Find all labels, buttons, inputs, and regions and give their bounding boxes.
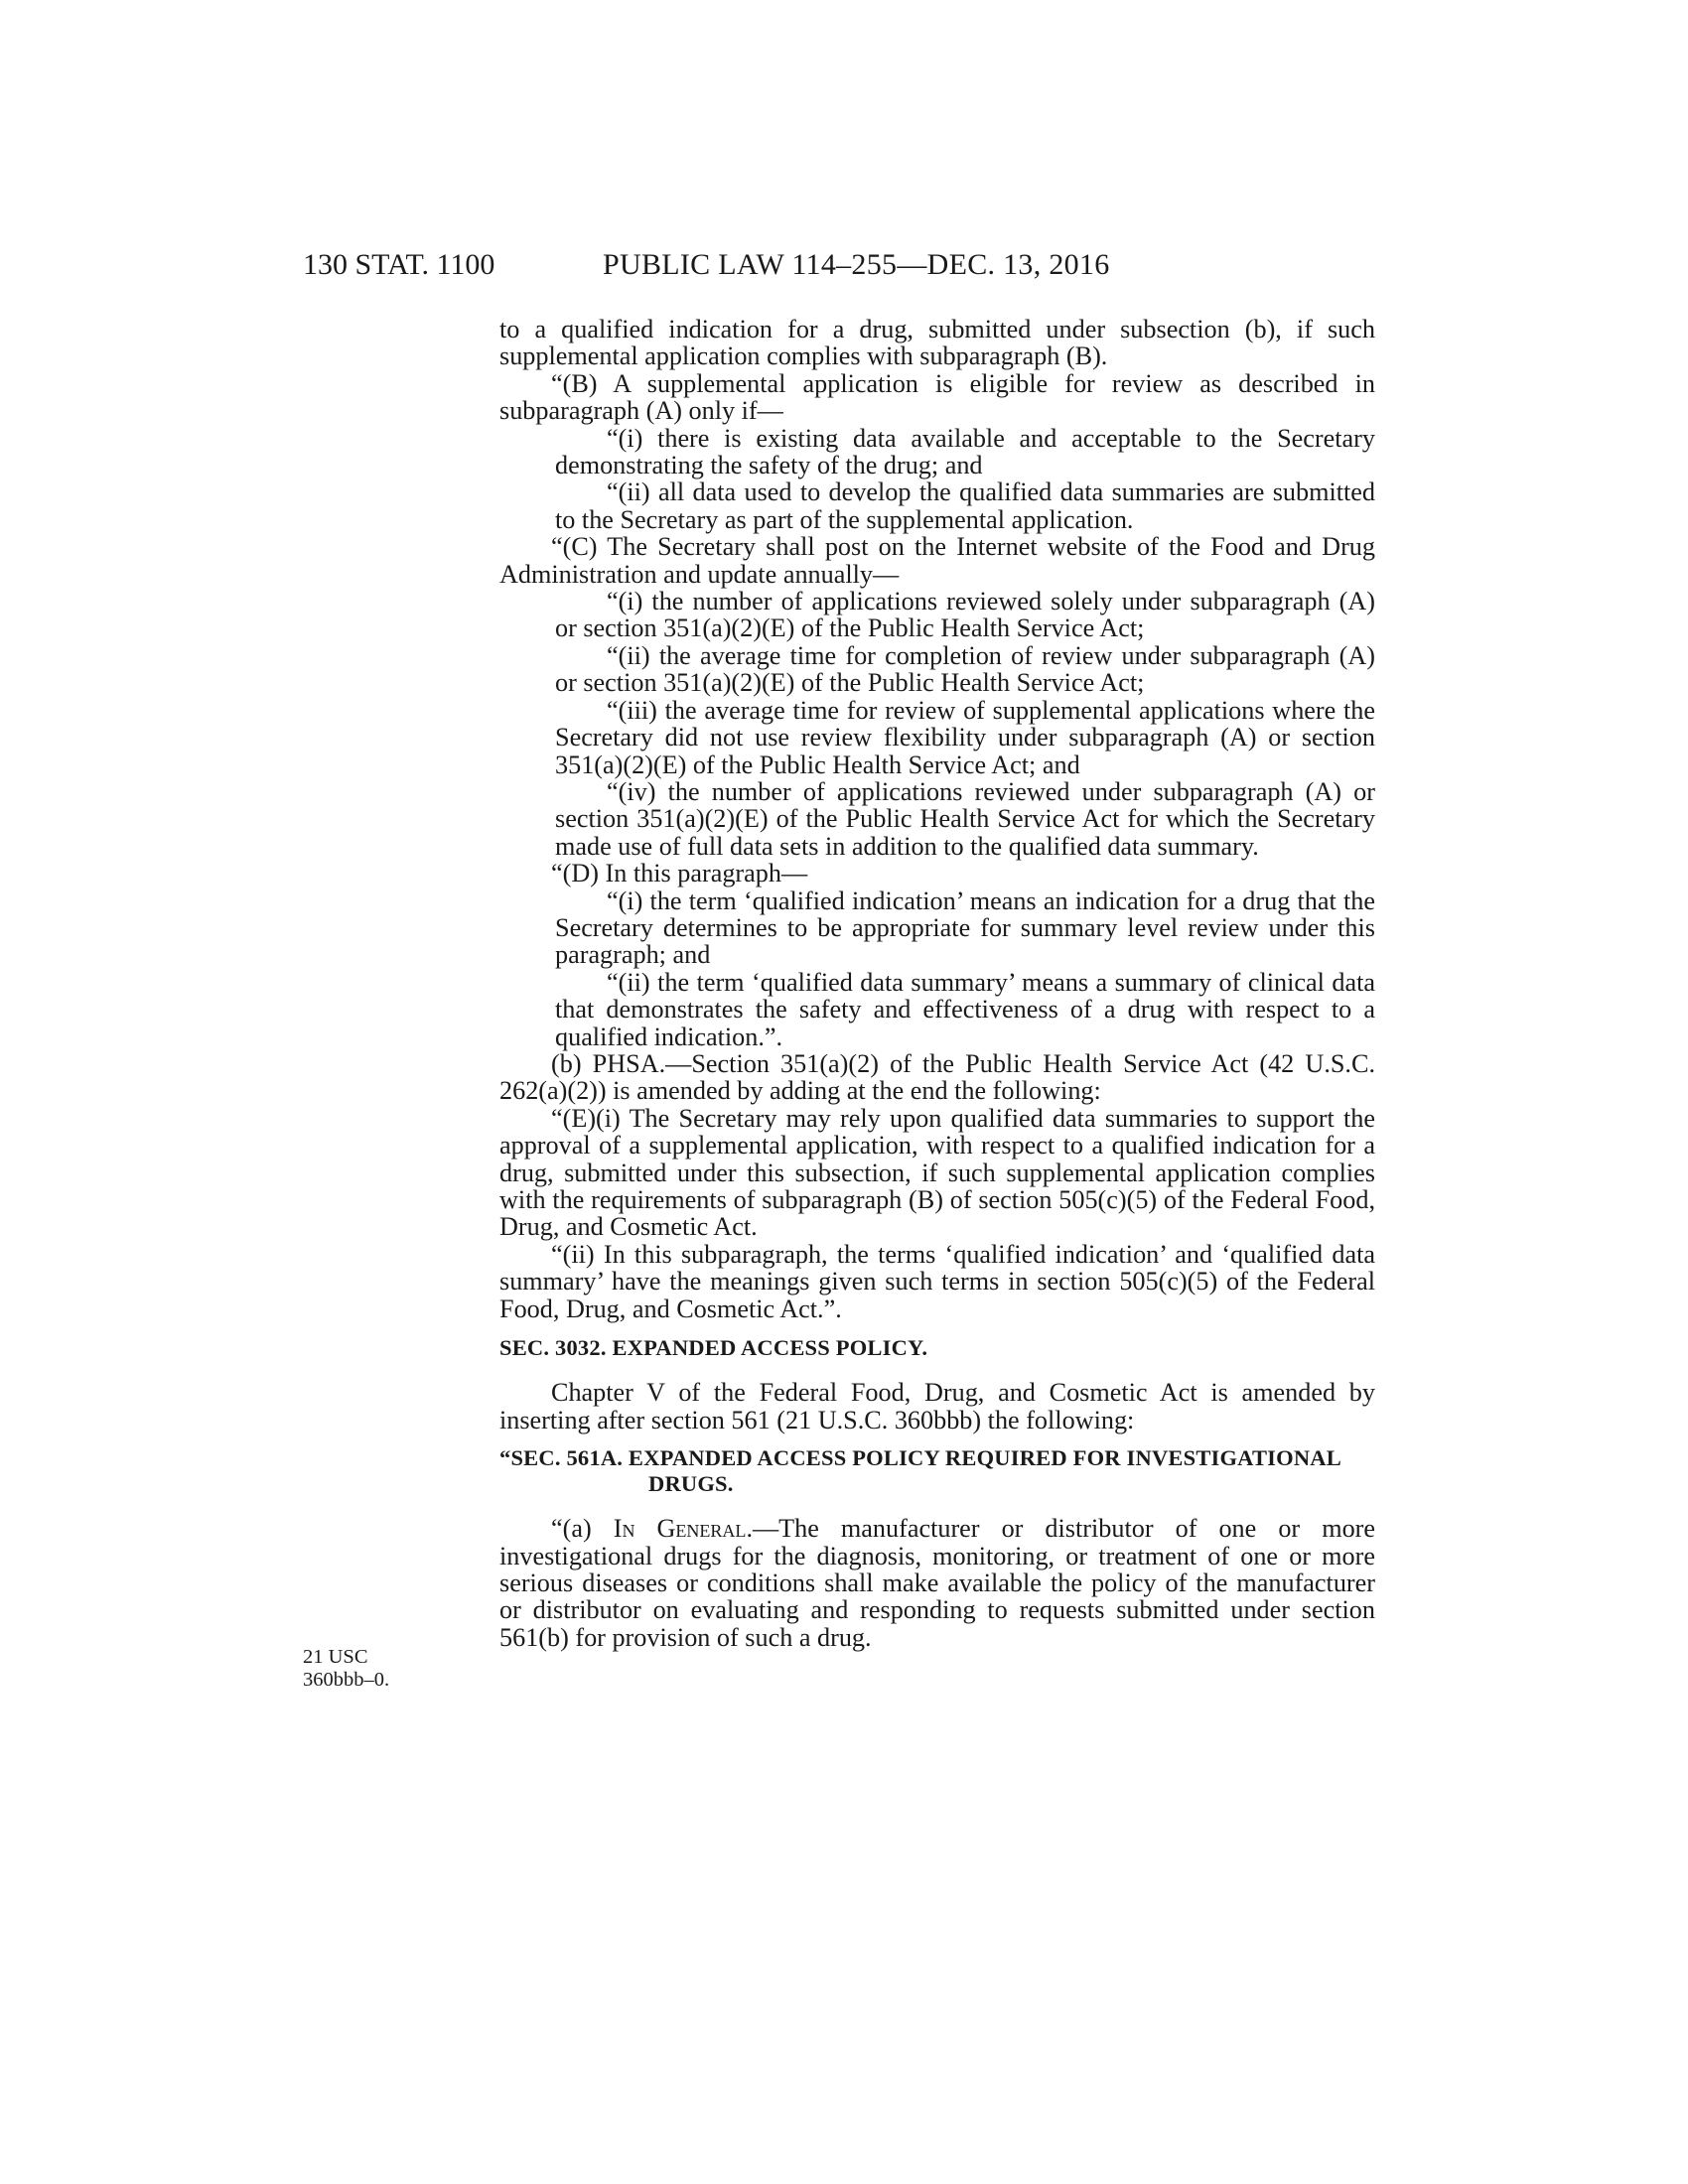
subsection-a-lead: “(a) <box>551 1514 614 1544</box>
paragraph-d-clause-i: “(i) the term ‘qualified indication’ means an indication for a drug that the Secretary determines to be appropriate for summary level review under this paragraph; and <box>555 886 1375 970</box>
body-text <box>499 316 1375 1651</box>
subsection-a-text: .—The manufacturer or distributor of one or more investigational drugs for the diagnosis, monitoring, or treatment of one or more serious diseases or conditions shall make available the policy of the manufacturer or distributor on evaluating and responding to requests submitted under section 561(b) for provision of such a drug. <box>499 1514 1376 1652</box>
paragraph-continuation: to a qualified indication for a drug, submitted under subsection (b), if such supplemental application complies with subparagraph (B). <box>499 315 1375 371</box>
stat-page-number: 130 STAT. 1100 <box>303 248 495 281</box>
paragraph-561a-subsection-a <box>499 1515 1375 1651</box>
paragraph-subsection-b-phsa: (b) PHSA.—Section 351(a)(2) of the Public Health Service Act (42 U.S.C. 262(a)(2)) is amended by adding at the end the following: <box>499 1048 1375 1106</box>
paragraph-chapter-v-amendment: Chapter V of the Federal Food, Drug, and Cosmetic Act is amended by inserting after section 561 (21 U.S.C. 360bbb) the following: <box>499 1378 1375 1434</box>
paragraph-subparagraph-c: “(C) The Secretary shall post on the Internet website of the Food and Drug Administration and update annually— <box>499 532 1375 589</box>
paragraph-e-clause-ii: “(ii) In this subparagraph, the terms ‘qualified indication’ and ‘qualified data summary’ have the meanings given such terms in section 505(c)(5) of the Federal Food, Drug, and Cosmetic Act.”. <box>499 1239 1375 1323</box>
paragraph-c-clause-iii: “(iii) the average time for review of supplemental applications where the Secretary did not use review flexibility under subparagraph (A) or section 351(a)(2)(E) of the Public Health Service Act; and <box>555 695 1375 779</box>
section-heading-561a: “SEC. 561A. EXPANDED ACCESS POLICY REQUIRED FOR INVESTIGATIONAL DRUGS. <box>499 1445 1340 1497</box>
margin-note-line-2: 360bbb–0. <box>303 1669 390 1691</box>
paragraph-d-clause-ii: “(ii) the term ‘qualified data summary’ means a summary of clinical data that demonstrates the safety and effectiveness of a drug with respect to a qualified indication.”. <box>555 967 1375 1051</box>
margin-note-line-1: 21 USC <box>303 1646 368 1668</box>
paragraph-subparagraph-d: “(D) In this paragraph— <box>551 859 808 888</box>
paragraph-c-clause-ii: “(ii) the average time for completion of review under subparagraph (A) or section 351(a)(2)(E) of the Public Health Service Act; <box>555 640 1375 698</box>
paragraph-b-clause-i: “(i) there is existing data available and acceptable to the Secretary demonstrating the safety of the drug; and <box>555 423 1375 480</box>
paragraph-subparagraph-b: “(B) A supplemental application is eligible for review as described in subparagraph (A) only if— <box>499 368 1375 426</box>
paragraph-c-clause-i: “(i) the number of applications reviewed solely under subparagraph (A) or section 351(a)(2)(E) of the Public Health Service Act; <box>555 587 1375 643</box>
paragraph-b-clause-ii: “(ii) all data used to develop the qualified data summaries are submitted to the Secretary as part of the supplemental application. <box>555 478 1375 534</box>
paragraph-c-clause-iv: “(iv) the number of applications reviewed under subparagraph (A) or section 351(a)(2)(E) of the Public Health Service Act for which the Secretary made use of full data sets in addition to the qualified data summary. <box>555 776 1375 861</box>
margin-note-usc-citation <box>303 1646 442 1692</box>
paragraph-e-clause-i: “(E)(i) The Secretary may rely upon qualified data summaries to support the approval of a supplemental application, with respect to a qualified indication for a drug, submitted under this subsection, if such supplemental application complies with the requirements of subparagraph (B) of section 505(c)(5) of the Federal Food, Drug, and Cosmetic Act. <box>499 1103 1375 1242</box>
section-heading-3032: SEC. 3032. EXPANDED ACCESS POLICY. <box>499 1335 928 1361</box>
running-title: PUBLIC LAW 114–255—DEC. 13, 2016 <box>603 248 1110 281</box>
running-header <box>303 248 1375 288</box>
subsection-a-heading: In General <box>613 1514 747 1544</box>
